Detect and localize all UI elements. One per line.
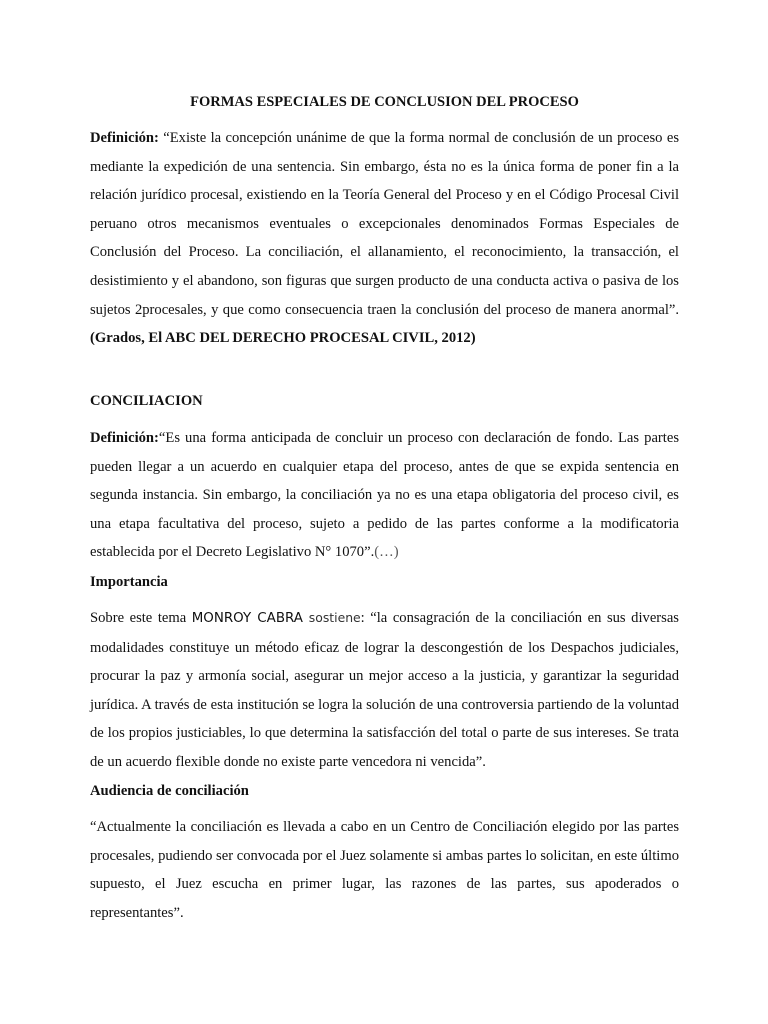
- intro-paragraph: [90, 124, 679, 353]
- conciliacion-definition-label: Definición:: [90, 430, 159, 446]
- intro-definition-label: Definición:: [90, 130, 159, 146]
- conciliacion-ellipsis: (…): [374, 544, 399, 561]
- section-heading-importancia: Importancia: [90, 574, 168, 590]
- intro-definition-text: “Existe la concepción unánime de que la forma normal de conclusión de un proceso es mediante la expedición de una sentencia. Sin embargo, ésta no es la única forma de poner fin a la relación jurídico procesal, existiendo en la Teoría General del Proceso y en el Código Procesal Civil peruano otros mecanismos eventuales o excepcionales denominados Formas Especiales de Conclusión del Proceso. La conciliación, el allanamiento, el reconocimiento, la transacción, el desistimiento y el abandono, son figuras que surgen producto de una conducta activa o pasiva de los sujetos 2procesales, y que como consecuencia traen la conclusión del proceso de manera anormal”.: [90, 130, 679, 318]
- intro-citation: (Grados, El ABC DEL DERECHO PROCESAL CIVIL, 2012): [90, 330, 476, 347]
- importancia-text: : “la consagración de la conciliación en sus diversas modalidades constituye un método eficaz de lograr la descongestión de los Despachos judiciales, procurar la paz y armonía social, asegurar un mejor acceso a la justicia, y garantizar la seguridad jurídica. A través de esta institución se logra la solución de una controversia partiendo de la voluntad de los propios justiciables, lo que determina la satisfacción del total o parte de sus intereses. Se trata de un acuerdo flexible donde no existe parte vencedora ni vencida”.: [90, 610, 679, 770]
- section-heading-audiencia: Audiencia de conciliación: [90, 783, 249, 799]
- importancia-author: MONROY CABRA: [191, 611, 303, 626]
- document-title: FORMAS ESPECIALES DE CONCLUSION DEL PROCESO: [190, 94, 579, 110]
- importancia-paragraph: [90, 604, 679, 777]
- conciliacion-definition-paragraph: [90, 424, 679, 567]
- importancia-verb: sostiene: [302, 610, 361, 625]
- section-heading-conciliacion: CONCILIACION: [90, 393, 203, 409]
- conciliacion-definition-text: “Es una forma anticipada de concluir un proceso con declaración de fondo. Las partes pueden llegar a un acuerdo en cualquier etapa del proceso, antes de que se expida sentencia en segunda instancia. Sin embargo, la conciliación ya no es una etapa obligatoria del proceso civil, es una etapa facultativa del proceso, sujeto a pedido de las partes conforme a la modificatoria establecida por el Decreto Legislativo N° 1070”.: [90, 430, 679, 561]
- importancia-lead: Sobre este tema: [90, 610, 192, 626]
- audiencia-paragraph: “Actualmente la conciliación es llevada a cabo en un Centro de Conciliación elegido por las partes procesales, pudiendo ser convocada por el Juez solamente si ambas partes lo solicitan, en este último supuesto, el Juez escucha en primer lugar, las razones de las partes, sus apoderados o representantes”.: [90, 819, 679, 921]
